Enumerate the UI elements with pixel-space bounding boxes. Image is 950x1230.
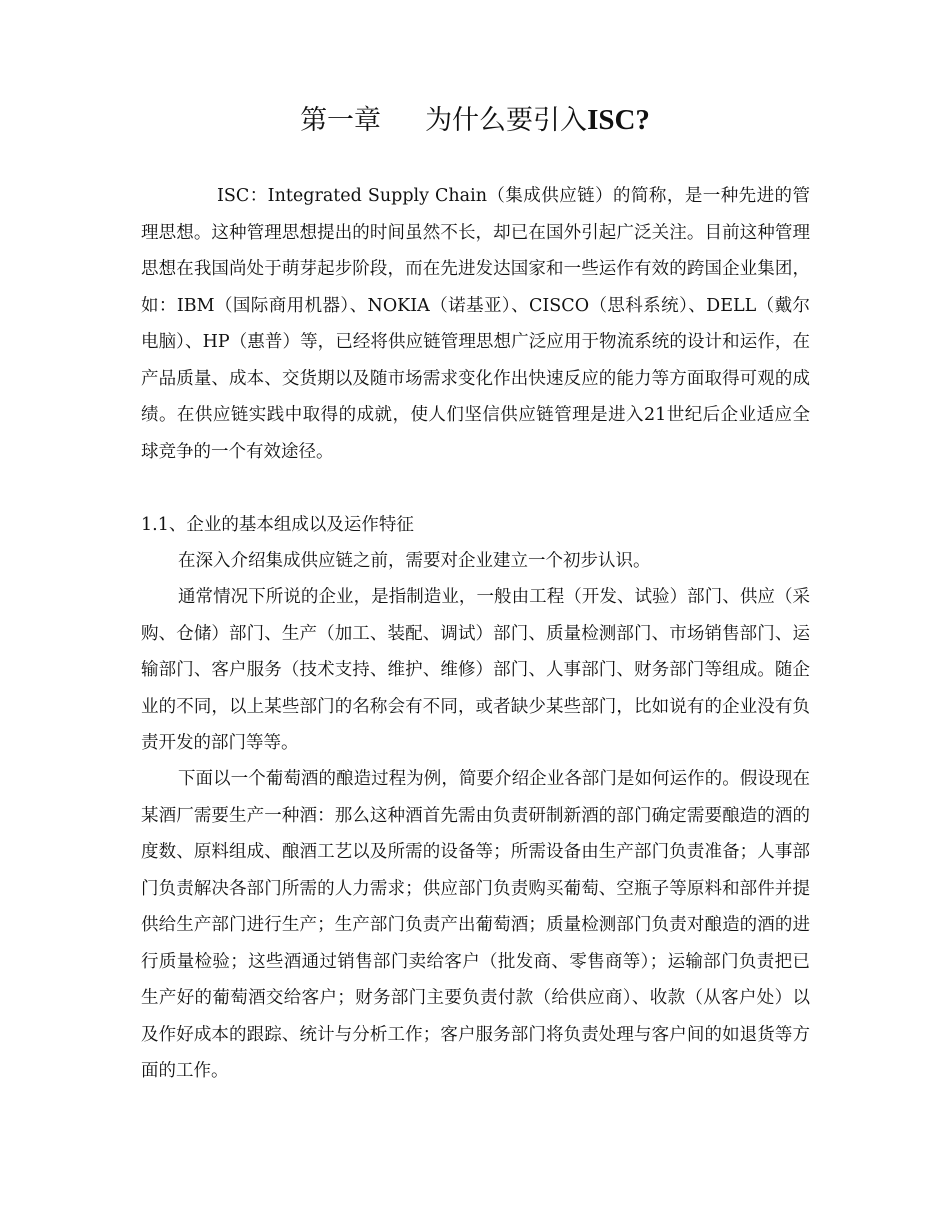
body-paragraph-3: 下面以一个葡萄酒的酿造过程为例，简要介绍企业各部门是如何运作的。假设现在某酒厂需要生产一种酒：那么这种酒首先需由负责研制新酒的部门确定需要酿造的酒的度数、原料组成、酿酒工艺以及所需的设备等；所需设备由生产部门负责准备；人事部门负责解决各部门所需的人力需求；供应部门负责购买葡萄、空瓶子等原料和部件并提供给生产部门进行生产；生产部门负责产出葡萄酒；质量检测部门负责对酿造的酒的进行质量检验；这些酒通过销售部门卖给客户（批发商、零售商等）；运输部门负责把已生产好的葡萄酒交给客户；财务部门主要负责付款（给供应商）、收款（从客户处）以及作好成本的跟踪、统计与分析工作；客户服务部门将负责处理与客户间的如退货等方面的工作。: [141, 769, 810, 1081]
chapter-title: [0, 100, 950, 141]
body-paragraph-1: 在深入介绍集成供应链之前，需要对企业建立一个初步认识。: [178, 551, 651, 571]
chapter-number: 第一章: [300, 105, 382, 136]
intro-paragraph: ISC：Integrated Supply Chain（集成供应链）的简称，是一种先进的管理思想。这种管理思想提出的时间虽然不长，却已在国外引起广泛关注。目前这种管理思想在我国尚处于萌芽起步阶段，而在先进发达国家和一些运作有效的跨国企业集团，如：IBM（国际商用机器）、NOKIA（诺基亚）、CISCO（思科系统）、DELL（戴尔电脑）、HP（惠普）等，已经将供应链管理思想广泛应用于物流系统的设计和运作，在产品质量、成本、交货期以及随市场需求变化作出快速反应的能力等方面取得可观的成绩。在供应链实践中取得的成就，使人们坚信供应链管理是进入21世纪后企业适应全球竞争的一个有效途径。: [141, 186, 810, 462]
chapter-title-text: 为什么要引入: [425, 105, 588, 136]
chapter-title-acronym: ISC?: [587, 104, 650, 136]
section-heading: 1.1、企业的基本组成以及运作特征: [141, 515, 414, 535]
body-paragraph-2: 通常情况下所说的企业，是指制造业，一般由工程（开发、试验）部门、供应（采购、仓储）部门、生产（加工、装配、调试）部门、质量检测部门、市场销售部门、运输部门、客户服务（技术支持、维护、维修）部门、人事部门、财务部门等组成。随企业的不同，以上某些部门的名称会有不同，或者缺少某些部门，比如说有的企业没有负责开发的部门等等。: [141, 587, 810, 753]
